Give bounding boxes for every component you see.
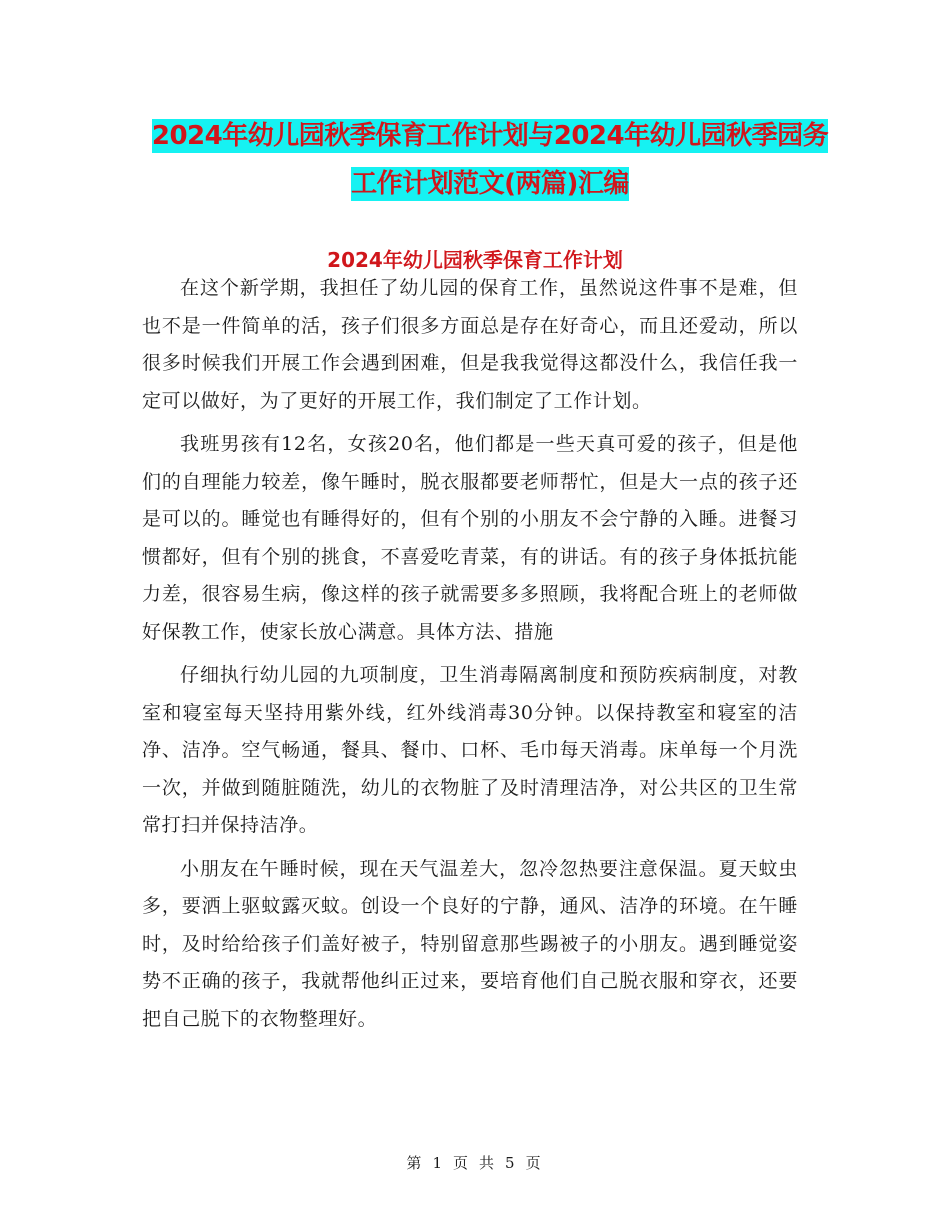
- document-body: [142, 270, 798, 1044]
- footer-total-unit: 页: [525, 1154, 544, 1172]
- footer-page-number: 1: [432, 1154, 445, 1172]
- paragraph: 仔细执行幼儿园的九项制度，卫生消毒隔离制度和预防疾病制度，对教室和寝室每天坚持用紫外线，红外线消毒30分钟。以保持教室和寝室的洁净、洁净。空气畅通，餐具、餐巾、口杯、毛巾每天消毒。床单每一个月洗一次，并做到随脏随洗，幼儿的衣物脏了及时清理洁净，对公共区的卫生常常打扫并保持洁净。: [142, 664, 798, 836]
- footer-page-prefix: 第: [406, 1154, 425, 1172]
- page-footer: [0, 1152, 950, 1173]
- footer-total-prefix: 共: [479, 1154, 498, 1172]
- section-title: 2024年幼儿园秋季保育工作计划: [327, 248, 623, 272]
- footer-total-pages: 5: [505, 1154, 518, 1172]
- paragraph: 小朋友在午睡时候，现在天气温差大，忽冷忽热要注意保温。夏天蚊虫多，要洒上驱蚊露灭蚊。创设一个良好的宁静，通风、洁净的环境。在午睡时，及时给给孩子们盖好被子，特别留意那些踢被子的小朋友。遇到睡觉姿势不正确的孩子，我就帮他纠正过来，要培育他们自己脱衣服和穿衣，还要把自己脱下的衣物整理好。: [142, 857, 798, 1030]
- paragraph: 在这个新学期，我担任了幼儿园的保育工作，虽然说这件事不是难，但也不是一件简单的活，孩子们很多方面总是存在好奇心，而且还爱动，所以很多时候我们开展工作会遇到困难，但是我我觉得这都没什么，我信任我一定可以做好，为了更好的开展工作，我们制定了工作计划。: [142, 277, 798, 412]
- footer-page-unit: 页: [452, 1154, 471, 1172]
- document-main-title: [140, 112, 840, 208]
- main-title-text: 2024年幼儿园秋季保育工作计划与2024年幼儿园秋季园务工作计划范文(两篇)汇编: [151, 121, 829, 199]
- paragraph: 我班男孩有12名，女孩20名，他们都是一些天真可爱的孩子，但是他们的自理能力较差，像午睡时，脱衣服都要老师帮忙，但是大一点的孩子还是可以的。睡觉也有睡得好的，但有个别的小朋友不会宁静的入睡。进餐习惯都好，但有个别的挑食，不喜爱吃青菜，有的讲话。有的孩子身体抵抗能力差，很容易生病，像这样的孩子就需要多多照顾，我将配合班上的老师做好保教工作，使家长放心满意。具体方法、措施: [142, 433, 798, 643]
